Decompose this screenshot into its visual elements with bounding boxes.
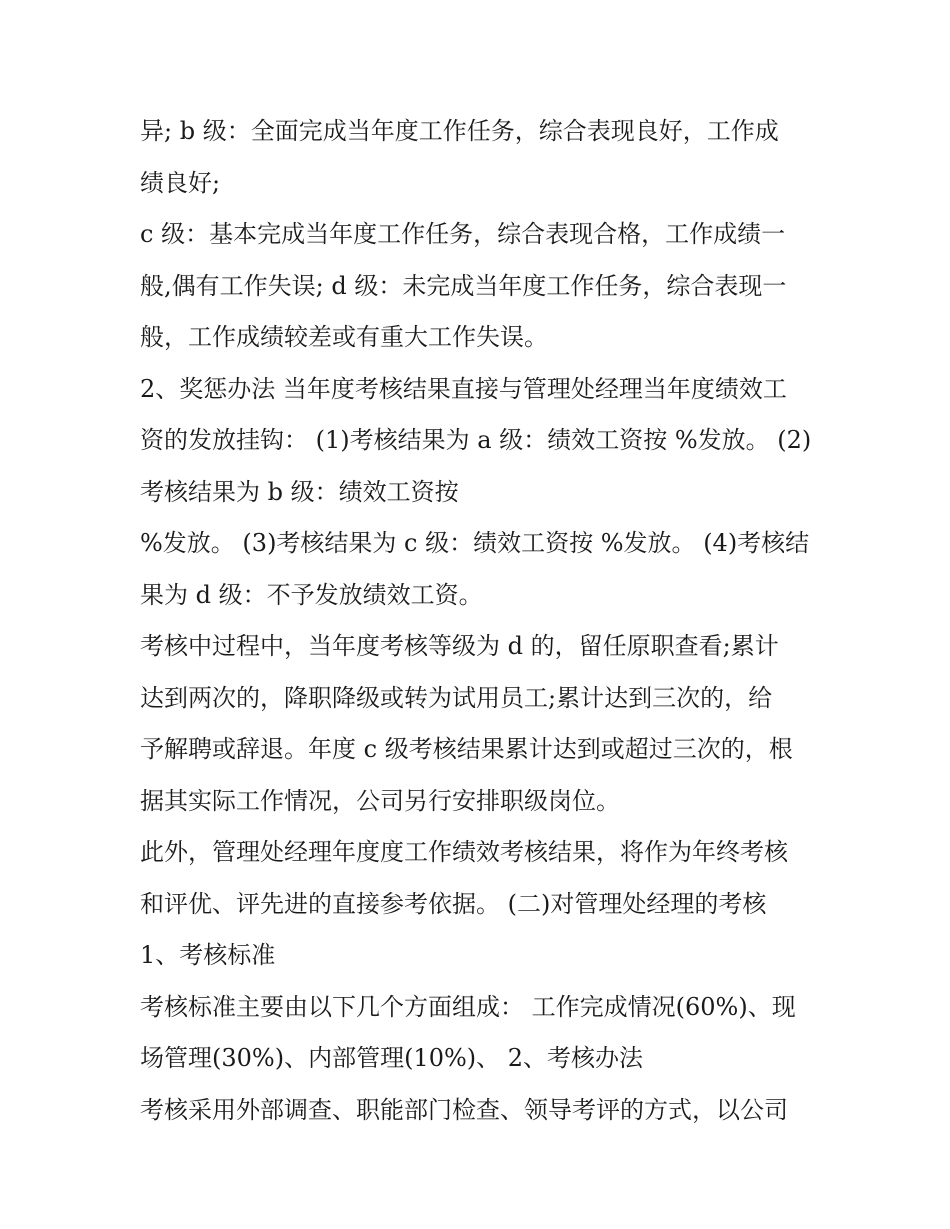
text-line: 1、考核标准 bbox=[140, 941, 276, 969]
text-line: 予解聘或辞退。年度 c 级考核结果累计达到或超过三次的，根 bbox=[140, 735, 793, 763]
text-line: 达到两次的，降职降级或转为试用员工;累计达到三次的，给 bbox=[140, 683, 773, 712]
text-line: 资的发放挂钩： (1)考核结果为 a 级：绩效工资按 %发放。 (2) bbox=[140, 426, 812, 454]
text-line: 考核中过程中，当年度考核等级为 d 的，留任原职查看;累计 bbox=[140, 632, 779, 660]
text-line: %发放。 (3)考核结果为 c 级：绩效工资按 %发放。 (4)考核结 bbox=[140, 529, 810, 557]
text-line: 考核标准主要由以下几个方面组成： 工作完成情况(60%)、现 bbox=[140, 992, 796, 1021]
text-line: 考核结果为 b 级：绩效工资按 bbox=[140, 477, 459, 506]
text-line: 般，工作成绩较差或有重大工作失误。 bbox=[140, 323, 548, 351]
text-line: 此外，管理处经理年度度工作绩效考核结果，将作为年终考核 bbox=[140, 838, 788, 866]
text-line: 据其实际工作情况，公司另行安排职级岗位。 bbox=[140, 786, 620, 815]
document-body bbox=[140, 106, 830, 1136]
text-line: 2、奖惩办法 当年度考核结果直接与管理处经理当年度绩效工 bbox=[140, 374, 787, 403]
text-line: 考核采用外部调查、职能部门检查、领导考评的方式，以公司 bbox=[140, 1095, 788, 1124]
text-line: 和评优、评先进的直接参考依据。 (二)对管理处经理的考核 bbox=[140, 889, 767, 918]
text-line: 绩良好; bbox=[140, 168, 221, 197]
text-line: 场管理(30%)、内部管理(10%)、 2、考核办法 bbox=[140, 1044, 644, 1072]
text-line: 般,偶有工作失误; d 级：未完成当年度工作任务，综合表现一 bbox=[140, 271, 787, 300]
text-line: c 级：基本完成当年度工作任务，综合表现合格，工作成绩一 bbox=[140, 220, 786, 248]
text-line: 异; b 级：全面完成当年度工作任务，综合表现良好，工作成 bbox=[140, 117, 779, 145]
text-line: 果为 d 级：不予发放绩效工资。 bbox=[140, 580, 483, 609]
